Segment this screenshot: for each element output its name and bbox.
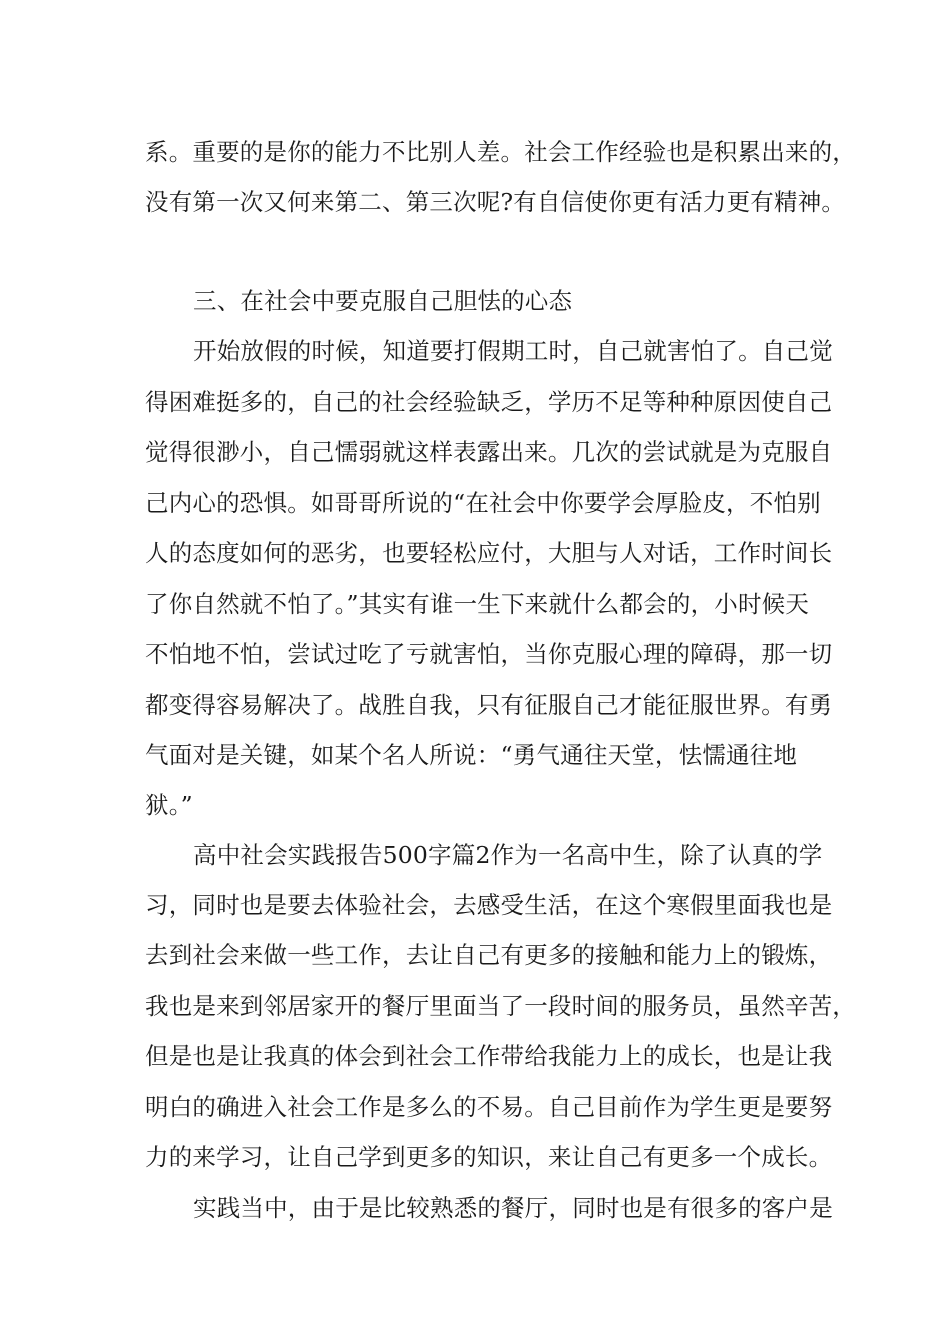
text-line: 觉得很渺小，自己懦弱就这样表露出来。几次的尝试就是为克服自 — [145, 438, 833, 466]
text-line: 我也是来到邻居家开的餐厅里面当了一段时间的服务员，虽然辛苦， — [145, 992, 856, 1020]
text-line: 人的态度如何的恶劣，也要轻松应付，大胆与人对话，工作时间长 — [145, 539, 833, 567]
text-line: 气面对是关键，如某个名人所说：“勇气通往天堂，怯懦通往地 — [145, 741, 798, 769]
text-line: 力的来学习，让自己学到更多的知识，来让自己有更多一个成长。 — [145, 1143, 833, 1171]
section-heading: 三、在社会中要克服自己胆怯的心态 — [193, 287, 573, 315]
text-line: 习，同时也是要去体验社会，去感受生活，在这个寒假里面我也是 — [145, 891, 833, 919]
text-line: 高中社会实践报告500字篇2作为一名高中生，除了认真的学 — [193, 841, 823, 869]
text-line: 都变得容易解决了。战胜自我，只有征服自己才能征服世界。有勇 — [145, 691, 833, 719]
text-line: 实践当中，由于是比较熟悉的餐厅，同时也是有很多的客户是 — [193, 1194, 833, 1222]
text-line: 得困难挺多的，自己的社会经验缺乏，学历不足等种种原因使自己 — [145, 388, 833, 416]
text-line: 开始放假的时候，知道要打假期工时，自己就害怕了。自己觉 — [193, 337, 833, 365]
text-line: 系。重要的是你的能力不比别人差。社会工作经验也是积累出来的， — [145, 138, 856, 166]
text-line: 明白的确进入社会工作是多么的不易。自己目前作为学生更是要努 — [145, 1093, 833, 1121]
text-line: 没有第一次又何来第二、第三次呢?有自信使你更有活力更有精神。 — [145, 188, 846, 216]
text-line: 但是也是让我真的体会到社会工作带给我能力上的成长，也是让我 — [145, 1042, 833, 1070]
text-line: 狱。” — [145, 791, 193, 819]
text-line: 了你自然就不怕了。”其实有谁一生下来就什么都会的，小时候天 — [145, 590, 810, 618]
text-line: 不怕地不怕，尝试过吃了亏就害怕，当你克服心理的障碍，那一切 — [145, 640, 833, 668]
text-line: 己内心的恐惧。如哥哥所说的“在社会中你要学会厚脸皮，不怕别 — [145, 489, 821, 517]
text-line: 去到社会来做一些工作，去让自己有更多的接触和能力上的锻炼， — [145, 941, 833, 969]
